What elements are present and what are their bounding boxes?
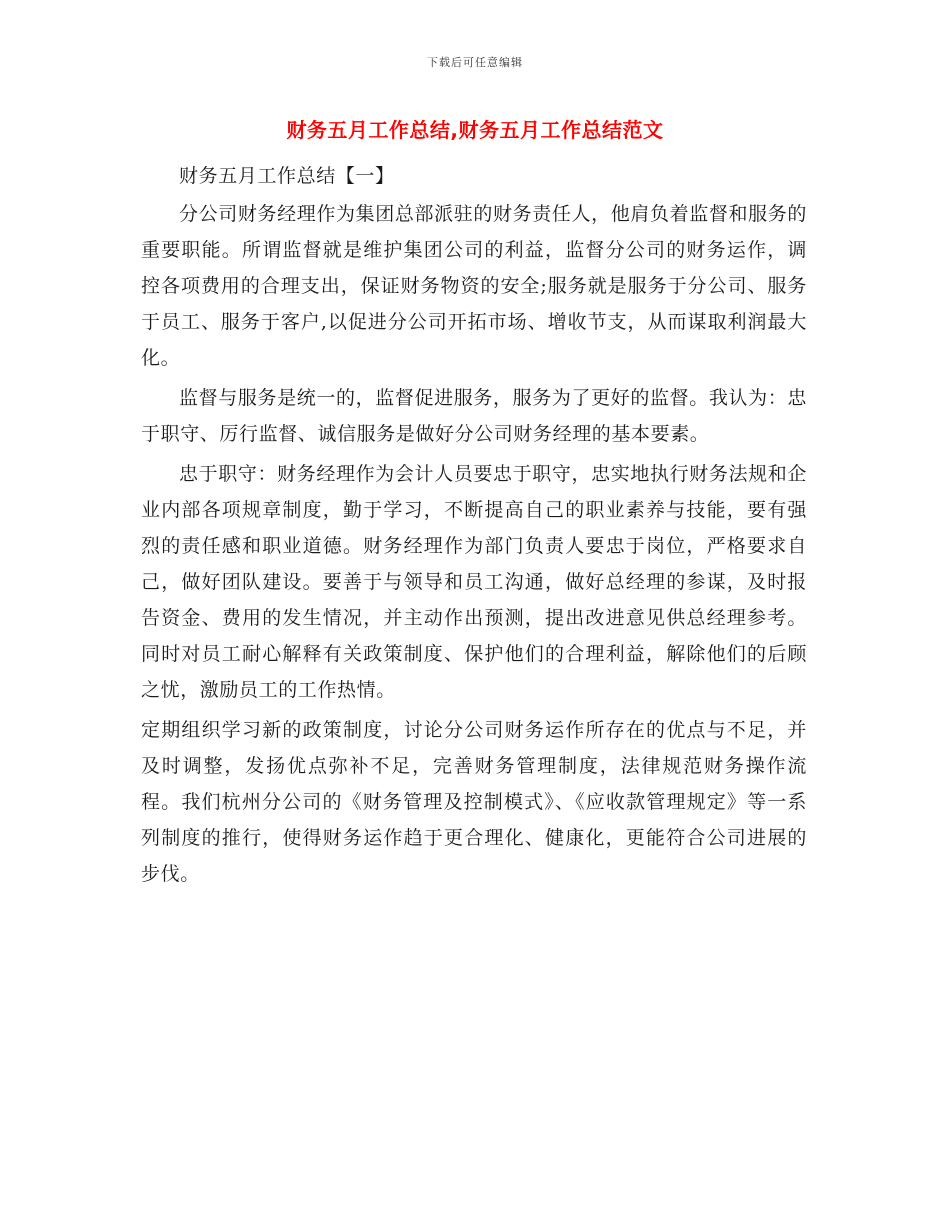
paragraph-2: 监督与服务是统一的，监督促进服务，服务为了更好的监督。我认为：忠于职守、厉行监督、诚信服务是做好分公司财务经理的基本要素。 [141,387,807,445]
document-title: 财务五月工作总结,财务五月工作总结范文 [286,118,664,142]
paragraph-4: 定期组织学习新的政策制度，讨论分公司财务运作所存在的优点与不足，并及时调整，发扬优点弥补不足，完善财务管理制度，法律规范财务操作流程。我们杭州分公司的《财务管理及控制模式》、《应收款管理规定》等一系列制度的推行，使得财务运作趋于更合理化、健康化，更能符合公司进展的步伐。 [141,719,807,885]
section-heading: 财务五月工作总结【一】 [179,165,395,187]
paragraph-1: 分公司财务经理作为集团总部派驻的财务责任人，他肩负着监督和服务的重要职能。所谓监督就是维护集团公司的利益，监督分公司的财务运作，调控各项费用的合理支出，保证财务物资的安全;服务就是服务于分公司、服务于员工、服务于客户,以促进分公司开拓市场、增收节支，从而谋取利润最大化。 [141,203,807,369]
paragraph-3: 忠于职守：财务经理作为会计人员要忠于职守，忠实地执行财务法规和企业内部各项规章制度，勤于学习，不断提高自己的职业素养与技能，要有强烈的责任感和职业道德。财务经理作为部门负责人要忠于岗位，严格要求自己，做好团队建设。要善于与领导和员工沟通，做好总经理的参谋，及时报告资金、费用的发生情况，并主动作出预测，提出改进意见供总经理参考。同时对员工耐心解释有关政策制度、保护他们的合理利益，解除他们的后顾之忧，激励员工的工作热情。 [141,463,807,701]
header-note: 下载后可任意编辑 [427,56,523,69]
document-body [141,158,807,896]
